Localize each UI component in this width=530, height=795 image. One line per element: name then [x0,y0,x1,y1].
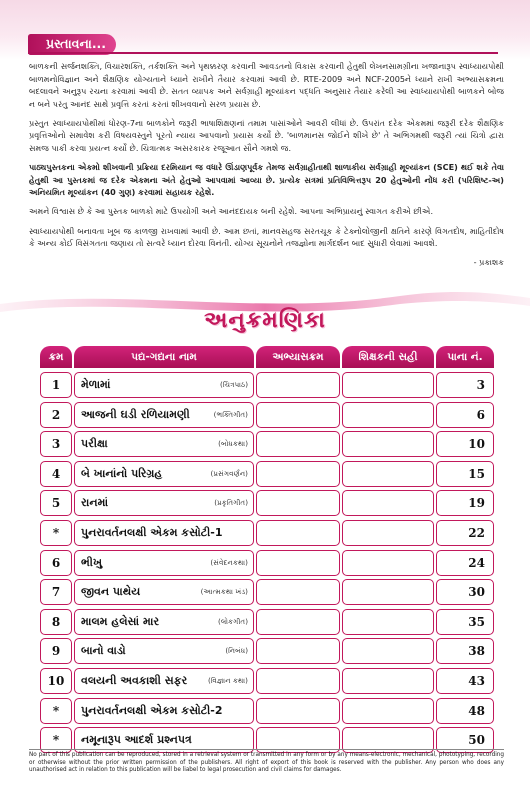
preface-paragraph-5: સ્વાધ્યાયપોથી બનાવતા ખૂબ જ કાળજી રાખવામાં આવી છે. આમ છતાં, માનવસહજ સરતચૂક કે ટેક્નોલોજીની ક્ષતિને કારણે વિગતદોષ, માહિતીદોષ કે અન્ય કોઈ વિસંગતતા જણાય તો સત્વરે ધ્યાન દોરવા વિનંતી. યોગ્ય સૂચનોને તજજ્ઞોના માર્ગદર્શન બાદ સુધારી લેવામાં આવશે. [29,225,504,249]
row-page: 38 [436,638,494,664]
header-page: પાના નં. [436,346,494,368]
row-sign-box [342,520,434,546]
row-title: નમૂનારૂપ આદર્શ પ્રશ્નપત્ર [81,733,192,747]
table-row [40,638,494,664]
table-row [40,609,494,635]
row-number: 7 [40,579,72,605]
row-genre: (નિબંધ) [225,646,248,656]
row-study-box [256,698,340,724]
table-row [40,402,494,428]
row-title-cell [74,461,254,487]
row-genre: (લોકગીત) [218,616,248,626]
preface-heading: પ્રસ્તાવના... [28,34,116,55]
row-page: 24 [436,550,494,576]
row-page: 35 [436,609,494,635]
row-title: વલયની અવકાશી સફર [81,674,188,687]
table-row [40,372,494,398]
header-number: ક્રમ [40,346,72,368]
table-row [40,579,494,605]
row-page: 48 [436,698,494,724]
row-genre: (આત્મકથા ખંડ) [200,587,248,597]
row-number: 2 [40,402,72,428]
row-genre: (વિજ્ઞાન કથા) [207,676,248,685]
preface-body [29,60,504,269]
row-study-box [256,402,340,428]
index-table [40,346,494,748]
row-genre: (ભક્તિગીત) [213,409,248,419]
row-study-box [256,520,340,546]
row-number: * [40,698,72,724]
table-row [40,490,494,516]
row-number: 8 [40,609,72,635]
table-row [40,431,494,457]
row-number: 4 [40,461,72,487]
row-page: 50 [436,727,494,753]
row-study-box [256,461,340,487]
preface-paragraph-4: અમને વિશ્વાસ છે કે આ પુસ્તક બાળકો માટે ઉપયોગી અને આનંદદાયક બની રહેશે. આપના અભિપ્રાયનું સ્વાગત કરીએ છીએ. [29,206,434,217]
row-title-cell [74,609,254,635]
preface-paragraph-1: બાળકની સર્જનશક્તિ, વિચારશક્તિ, તર્કશક્તિ અને પૃથક્કરણ કરવાની આવડતનો વિકાસ કરવાની હેતુથી લેખનસામગ્રીના ખજાનારૂપ સ્વાધ્યાયપોથી બાળમનોવિજ્ઞાન અને શૈક્ષણિક યોગ્યતાને ધ્યાને રાખીને તૈયાર કરવામાં આવી છે. RTE-2009 અને NCF-2005ને ધ્યાને રાખી અભ્યાસક્રમના બદલાવને અનુરૂપ રચના કરવામાં આવી છે. સતત વ્યાપક અને સર્વગ્રાહી મૂલ્યાંકન પદ્ધતિ અનુસાર તૈયાર કરેલી આ સ્વાધ્યાયપોથી બાળકને બોજ ન બને પરંતુ આનંદ સાથે પ્રવૃત્તિ કરતાં કરતાં શીખવવાનો સરળ પ્રયાસ છે. [29,61,504,109]
row-study-box [256,372,340,398]
row-title-cell [74,668,254,694]
row-title: ભીખુ [81,555,102,569]
row-number: * [40,520,72,546]
row-title: આજની ઘડી રળિયામણી [81,407,190,421]
row-title-cell [74,638,254,664]
preface-paragraph-3: પાઠ્યપુસ્તકના એકમો શીખવાની પ્રક્રિયા દરમિયાન જ વધારે ઊંડાણપૂર્વક તેમજ સર્વગ્રાહીતાથી શાળાકીય સર્વગ્રાહી મૂલ્યાંકન (SCE) થઈ શકે તેવા હેતુથી આ પુસ્તકમાં જ દરેક એકમના અંતે હેતુઓ આપવામાં આવ્યા છે. પ્રત્યેક સત્રમાં પ્રતિવિભિત્તરૂપ 20 હેતુઓની નોંધ કરી (પરિશિષ્ટ-અ) અનિયમિત મૂલ્યાંકન (40 ગુણ) કરવામાં સહાયક રહેશે. [29,162,504,198]
row-title-cell [74,431,254,457]
row-page: 3 [436,372,494,398]
row-title-cell [74,550,254,576]
row-title-cell [74,490,254,516]
row-page: 15 [436,461,494,487]
row-page: 30 [436,579,494,605]
row-title: પરીક્ષા [81,437,108,451]
row-number: 10 [40,668,72,694]
row-genre: (પ્રસંગવર્ણન) [210,468,248,478]
header-teacher-sign: શિક્ષકની સહી [342,346,434,368]
row-title: રાનમાં [81,496,109,510]
row-sign-box [342,698,434,724]
row-genre: (ચિત્રપાઠ) [219,380,248,389]
row-page: 43 [436,668,494,694]
row-sign-box [342,609,434,635]
row-page: 19 [436,490,494,516]
row-sign-box [342,402,434,428]
row-genre: (સંવેદનકથા) [210,557,248,567]
table-row [40,461,494,487]
row-genre: (બોધકથા) [218,439,248,449]
row-sign-box [342,638,434,664]
row-title: બે ખાનાંનો પરિગ્રહ [81,466,163,480]
row-sign-box [342,431,434,457]
row-number: 9 [40,638,72,664]
row-study-box [256,550,340,576]
row-title: માલમ હલેસાં માર [81,614,160,628]
row-genre: (પ્રકૃતિગીત) [214,498,248,508]
row-title: પુનરાવર્તનલક્ષી એકમ કસોટી-2 [81,703,223,717]
footer-divider [29,749,504,750]
row-title-cell [74,520,254,546]
table-row [40,698,494,724]
row-number: * [40,727,72,753]
row-page: 22 [436,520,494,546]
copyright-notice: No part of this publication can be reproduced, stored in a retrieval system or transmitted in any form or by any means-electronic, mechanical, phototyping, recording or otherwise without the prior written permission of the publishers. All right of export of this book is reserved with the publisher. Any person who does any unauthorised act in relation to this publication will be liabel to legal prosecution and civil claims for damages. [29,752,504,774]
row-study-box [256,490,340,516]
row-study-box [256,668,340,694]
row-title-cell [74,579,254,605]
row-title: મેળામાં [81,378,111,391]
row-study-box [256,638,340,664]
row-sign-box [342,461,434,487]
row-number: 6 [40,550,72,576]
row-study-box [256,431,340,457]
row-study-box [256,609,340,635]
row-title: પુનરાવર્તનલક્ષી એકમ કસોટી-1 [81,526,223,539]
row-page: 10 [436,431,494,457]
row-number: 5 [40,490,72,516]
publisher-signature: - પ્રકાશક [473,257,504,268]
row-page: 6 [436,402,494,428]
index-title: અનુક્રમણિકા [204,308,326,333]
row-sign-box [342,490,434,516]
heading-divider [28,52,498,54]
row-title-cell [74,698,254,724]
table-row [40,550,494,576]
row-title-cell [74,372,254,398]
header-study: અભ્યાસક્રમ [256,346,340,368]
preface-paragraph-2: પ્રસ્તુત સ્વાધ્યાયપોથીમાં ધોરણ-7ના બાળકોને જરૂરી ભાષાશિક્ષણનાં તમામ પાસાંઓને આવરી લીધાં છે. ઉપરાંત દરેક એકમમાં જરૂરી દરેક શૈક્ષણિક પ્રવૃત્તિઓનો સમાવેશ કરી વિષયવસ્તુને પૂરતો ન્યાય આપવાનો પ્રયાસ કર્યો છે. 'બાળમાનસ જોઈને શીખે છે' તે અભિગમથી જરૂરી ત્યાં ચિત્રો દ્વારા સમજ પાકી કરવા પ્રયત્ન કર્યો છે. ચિત્રાત્મક અસરકારક રજૂઆત સૌને ગમશે જ. [29,117,504,154]
row-study-box [256,579,340,605]
row-title: જીવન પાથેય [81,585,141,599]
row-sign-box [342,550,434,576]
header-name: પદ્ય-ગદ્યના નામ [74,346,254,368]
table-row [40,520,494,546]
row-title: બાનો વાડો [81,644,126,658]
row-number: 1 [40,372,72,398]
row-number: 3 [40,431,72,457]
row-sign-box [342,372,434,398]
table-row [40,668,494,694]
row-sign-box [342,668,434,694]
row-title-cell [74,402,254,428]
row-sign-box [342,579,434,605]
table-header [40,346,494,368]
